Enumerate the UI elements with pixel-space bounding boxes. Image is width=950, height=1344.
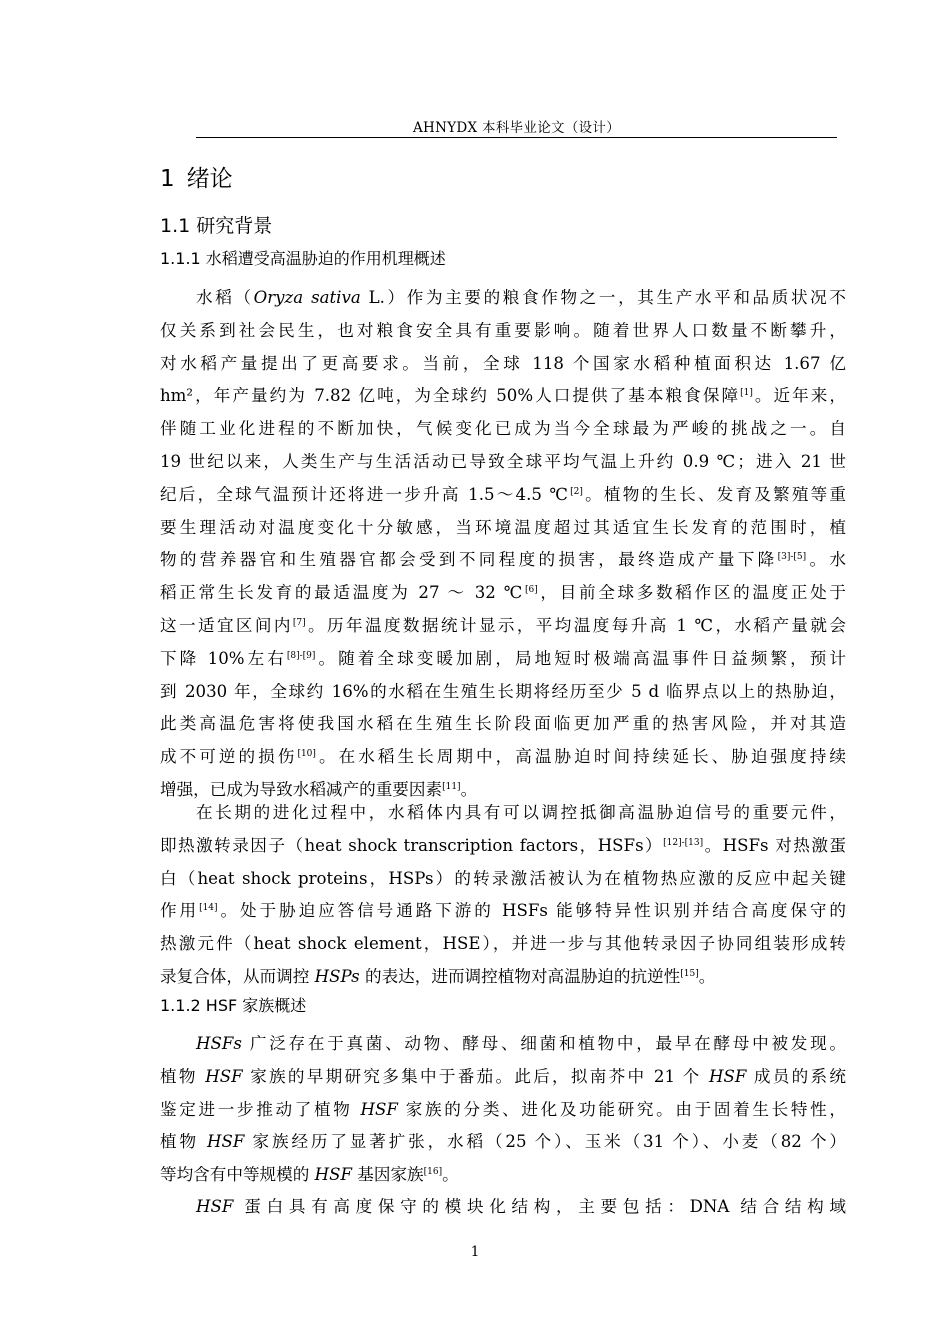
citation: [2]	[570, 486, 583, 497]
subsection-heading-2: 1.1.2 HSF 家族概述	[160, 996, 307, 1015]
text-line: 白（heat shock proteins，HSPs）的转录激活被认为在植物热应激的反应中起关键	[160, 868, 846, 888]
citation: [3]-[5]	[777, 552, 807, 563]
gene-name: HSF	[196, 1197, 234, 1216]
citation: [11]	[442, 781, 461, 792]
gene-name: HSF	[207, 1132, 245, 1152]
text-line: 到 2030 年，全球约 16%的水稻在生殖生长期将经历至少 5 d 临界点以上的热胁迫，	[160, 681, 846, 701]
text-line: 成不可逆的损伤[10]。在水稻生长周期中，高温胁迫时间持续延长、胁迫强度持续	[160, 747, 847, 767]
text-line: 录复合体，从而调控 HSPs 的表达，进而调控植物对高温胁迫的抗逆性[15]。	[160, 966, 716, 986]
paragraph-hsf-role	[160, 797, 846, 994]
text-line: 稻正常生长发育的最适温度为 27 ～ 32 ℃[6]，目前全球多数稻作区的温度正处于	[160, 583, 847, 603]
text-line: 作用[14]。处于胁迫应答信号通路下游的 HSFs 能够特异性识别并结合高度保守的	[160, 901, 847, 921]
citation: [8]-[9]	[286, 650, 316, 661]
text-line: 这一适宜区间内[7]。历年温度数据统计显示，平均温度每升高 1 ℃，水稻产量就会	[160, 615, 846, 635]
text-line: 等均含有中等规模的 HSF 基因家族[16]。	[160, 1165, 459, 1185]
citation: [1]	[740, 388, 753, 399]
page-number: 1	[470, 1244, 480, 1260]
text-line: HSF 蛋白具有高度保守的模块化结构，主要包括：DNA 结合结构域	[196, 1197, 846, 1216]
text-line: HSFs 广泛存在于真菌、动物、酵母、细菌和植物中，最早在酵母中被发现。	[196, 1034, 846, 1053]
text-line: 要生理活动对温度变化十分敏感，当环境温度超过其适宜生长发育的范围时，植	[160, 517, 846, 537]
paragraph-hsf-structure	[160, 1191, 846, 1224]
paragraph-rice-heat-stress	[160, 282, 846, 807]
gene-name: HSPs	[314, 966, 360, 986]
species-name: Oryza sativa	[253, 288, 361, 307]
chapter-title: 绪论	[186, 166, 233, 192]
text-line: 在长期的进化过程中，水稻体内具有可以调控抵御高温胁迫信号的重要元件，	[196, 803, 846, 822]
text-line: 鉴定进一步推动了植物 HSF 家族的分类、进化及功能研究。由于固着生长特性，	[160, 1099, 846, 1119]
citation: [14]	[199, 903, 218, 914]
text-line: 此类高温危害将使我国水稻在生殖生长阶段面临更加严重的热害风险，并对其造	[160, 714, 846, 734]
text-line: 19 世纪以来，人类生产与生活活动已导致全球平均气温上升约 0.9 ℃；进入 21 世	[160, 451, 846, 471]
running-header: AHNYDX 本科毕业论文（设计）	[412, 120, 621, 136]
citation: [6]	[525, 585, 538, 596]
citation: [12]-[13]	[663, 837, 704, 848]
text-line: 物的营养器官和生殖器官都会受到不同程度的损害，最终造成产量下降[3]-[5]。水	[160, 550, 847, 570]
citation: [15]	[680, 968, 699, 979]
text-line: 植物 HSF 家族的早期研究多集中于番茄。此后，拟南芥中 21 个 HSF 成员的系统	[160, 1066, 846, 1086]
text-line: 仅关系到社会民生，也对粮食安全具有重要影响。随着世界人口数量不断攀升，	[160, 320, 846, 340]
text-line: 水稻（Oryza sativa L.）作为主要的粮食作物之一，其生产水平和品质状况不	[196, 288, 846, 307]
chapter-heading	[160, 160, 233, 193]
text-line: 纪后，全球气温预计还将进一步升高 1.5～4.5 ℃[2]。植物的生长、发育及繁殖等重	[160, 484, 846, 504]
text-line: 即热激转录因子（heat shock transcription factors，HSFs）[12]-[13]。HSFs 对热激蛋	[160, 835, 846, 855]
text-line: 热激元件（heat shock element，HSE），并进一步与其他转录因子协同组装形成转	[160, 934, 846, 954]
chapter-number: 1	[160, 166, 175, 192]
text-line: 增强，已成为导致水稻减产的重要因素[11]。	[160, 779, 478, 799]
gene-name: HSF	[205, 1066, 243, 1086]
gene-name: HSFs	[196, 1034, 242, 1053]
citation: [10]	[297, 749, 316, 760]
text-line: 伴随工业化进程的不断加快，气候变化已成为当今全球最为严峻的挑战之一。自	[160, 419, 846, 439]
section-heading: 1.1 研究背景	[160, 215, 273, 237]
text-line: 下降 10%左右[8]-[9]。随着全球变暖加剧，局地短时极端高温事件日益频繁，预计	[160, 648, 846, 668]
gene-name: HSF	[709, 1066, 747, 1086]
header-divider	[196, 137, 837, 138]
citation: [7]	[292, 617, 306, 628]
text-line: 植物 HSF 家族经历了显著扩张，水稻（25 个）、玉米（31 个）、小麦（82 个）	[160, 1132, 847, 1152]
subsection-heading-1: 1.1.1 水稻遭受高温胁迫的作用机理概述	[160, 249, 446, 268]
text-line: hm²，年产量约为 7.82 亿吨，为全球约 50%人口提供了基本粮食保障[1]。近年来，	[160, 386, 847, 406]
gene-name: HSF	[360, 1099, 398, 1119]
gene-name: HSF	[314, 1165, 352, 1185]
text-line: 对水稻产量提出了更高要求。当前，全球 118 个国家水稻种植面积达 1.67 亿	[160, 353, 846, 373]
paragraph-hsf-family	[160, 1028, 846, 1192]
citation: [16]	[423, 1167, 443, 1178]
